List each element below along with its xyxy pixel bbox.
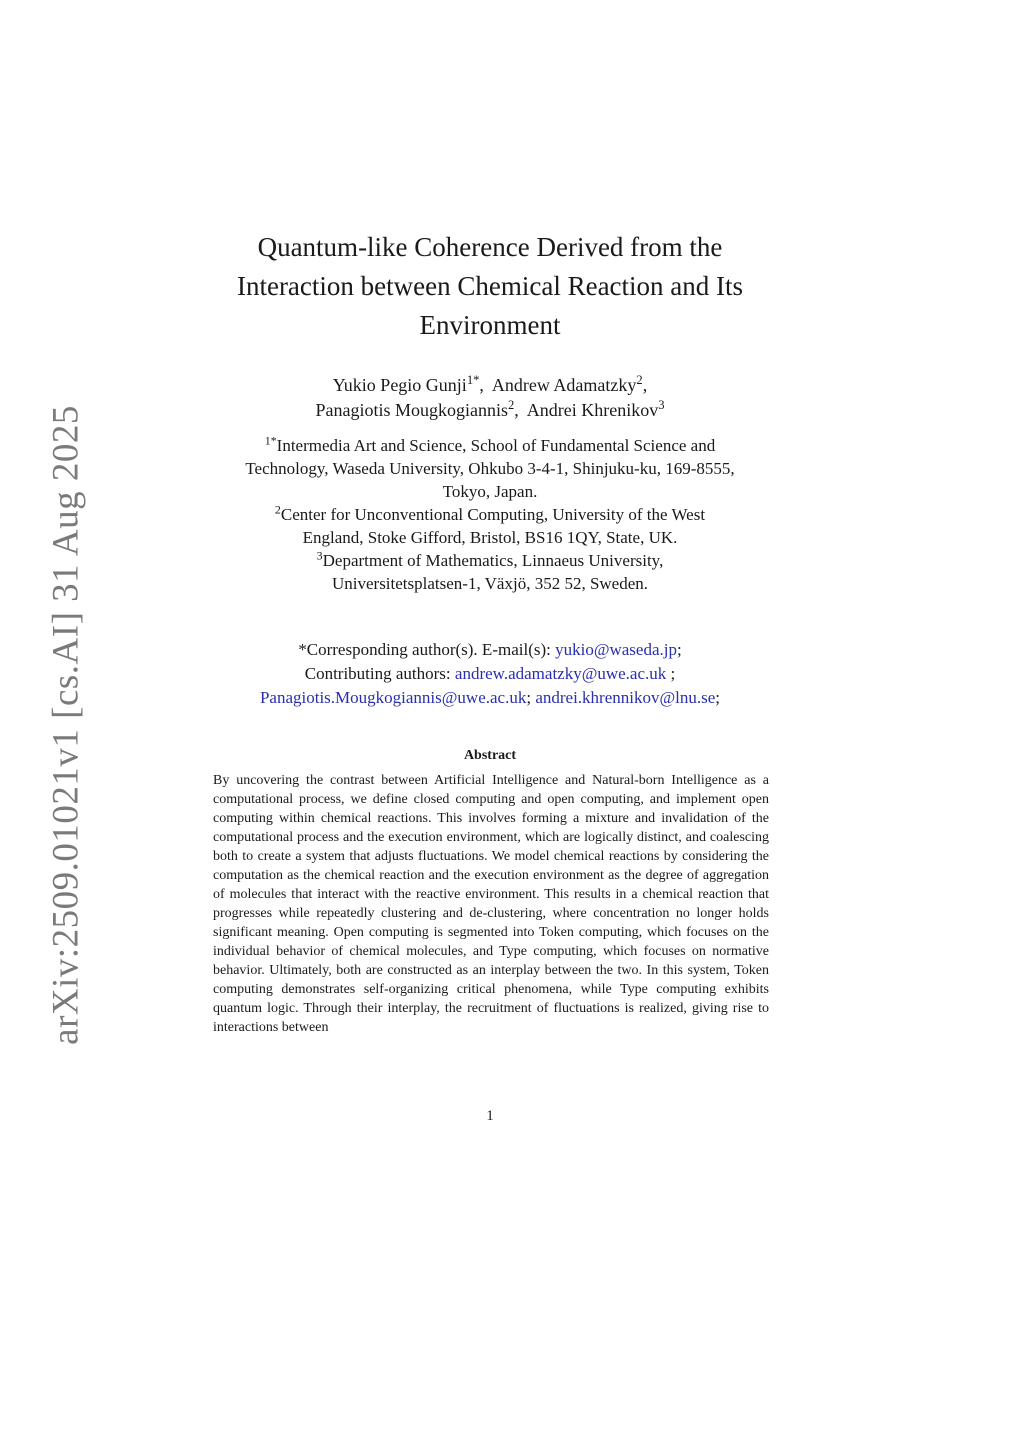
- contributing-line: [190, 662, 790, 686]
- affiliation-text: Department of Mathematics, Linnaeus University,: [322, 551, 664, 570]
- author-separator: ,: [479, 375, 484, 395]
- affiliation-text: Intermedia Art and Science, School of Fundamental Science and: [276, 436, 716, 455]
- corresponding-label: *Corresponding author(s). E-mail(s):: [298, 640, 556, 659]
- punctuation: ;: [666, 664, 676, 683]
- email-link-adamatzky[interactable]: andrew.adamatzky@uwe.ac.uk: [454, 664, 667, 683]
- author-name: Andrew Adamatzky: [491, 375, 637, 395]
- author-affiliation-mark: 3: [658, 398, 665, 412]
- affiliation-mark: 1*: [264, 433, 277, 448]
- affiliation-line: Universitetsplatsen-1, Växjö, 352 52, Sweden.: [331, 574, 649, 593]
- author-affiliation-mark: 2: [636, 373, 643, 387]
- affiliation-mark: 2: [274, 502, 281, 517]
- arxiv-side-stamp: arXiv:2509.01021v1 [cs.AI] 31 Aug 2025: [45, 405, 87, 1045]
- paper-title: [190, 228, 790, 345]
- affiliation-line: England, Stoke Gifford, Bristol, BS16 1QY, State, UK.: [302, 528, 678, 547]
- author-list: [190, 373, 790, 423]
- punctuation: ;: [677, 640, 682, 659]
- author-line: [190, 398, 790, 423]
- title-line: Environment: [419, 310, 561, 340]
- contributing-line: [190, 686, 790, 710]
- author-affiliation-mark: 1*: [466, 373, 480, 387]
- email-link-mougkogiannis[interactable]: Panagiotis.Mougkogiannis@uwe.ac.uk: [259, 688, 527, 707]
- abstract-body: By uncovering the contrast between Artificial Intelligence and Natural-born Intelligence as a computational process, we define closed computing and open computing, and implement open computing within chemical reactions. This involves forming a mixture and invalidation of the computational process and the execution environment, which are logically distinct, and coalescing both to create a system that adjusts fluctuations. We model chemical reactions by considering the computation as the chemical reaction and the execution environment as the degree of aggregation of molecules that interact with the reactive environment. This results in a chemical reaction that progresses while repeatedly clustering and de-clustering, where concentration no longer holds significant meaning. Open computing is segmented into Token computing, which focuses on the individual behavior of chemical molecules, and Type computing, which focuses on normative behavior. Ultimately, both are constructed as an interplay between the two. In this system, Token computing demonstrates self-organizing critical phenomena, while Type computing exhibits quantum logic. Through their interplay, the recruitment of fluctuations is realized, giving rise to interactions between: [213, 773, 769, 1035]
- affiliation-mark: 3: [316, 548, 323, 563]
- punctuation: ;: [715, 688, 721, 707]
- contact-block: [190, 638, 790, 710]
- email-link-khrenikov[interactable]: andrei.khrennikov@lnu.se: [535, 688, 716, 707]
- affiliation-text: Center for Unconventional Computing, University of the West: [280, 505, 706, 524]
- punctuation: ;: [526, 688, 536, 707]
- contributing-label: Contributing authors:: [304, 664, 455, 683]
- affiliation-line: Tokyo, Japan.: [442, 482, 538, 501]
- affiliation-line: [190, 434, 790, 457]
- author-affiliation-mark: 2: [507, 398, 515, 412]
- title-line: Quantum-like Coherence Derived from the: [257, 232, 723, 262]
- affiliation-line: [190, 503, 790, 526]
- author-separator: ,: [642, 375, 648, 395]
- author-name: Yukio Pegio Gunji: [332, 375, 467, 395]
- title-line: Interaction between Chemical Reaction and Its: [236, 271, 744, 301]
- email-link-gunji[interactable]: yukio@waseda.jp: [555, 640, 677, 659]
- page-number: 1: [486, 1108, 494, 1124]
- author-separator: ,: [514, 400, 519, 420]
- affiliation-line: [190, 549, 790, 572]
- author-name: Panagiotis Mougkogiannis: [315, 400, 508, 420]
- abstract-heading: Abstract: [463, 748, 517, 763]
- author-name: Andrei Khrenikov: [526, 400, 659, 420]
- author-line: [190, 373, 790, 398]
- corresponding-line: [190, 638, 790, 662]
- affiliations: [190, 434, 790, 595]
- affiliation-line: Technology, Waseda University, Ohkubo 3-4-1, Shinjuku-ku, 169-8555,: [245, 459, 735, 478]
